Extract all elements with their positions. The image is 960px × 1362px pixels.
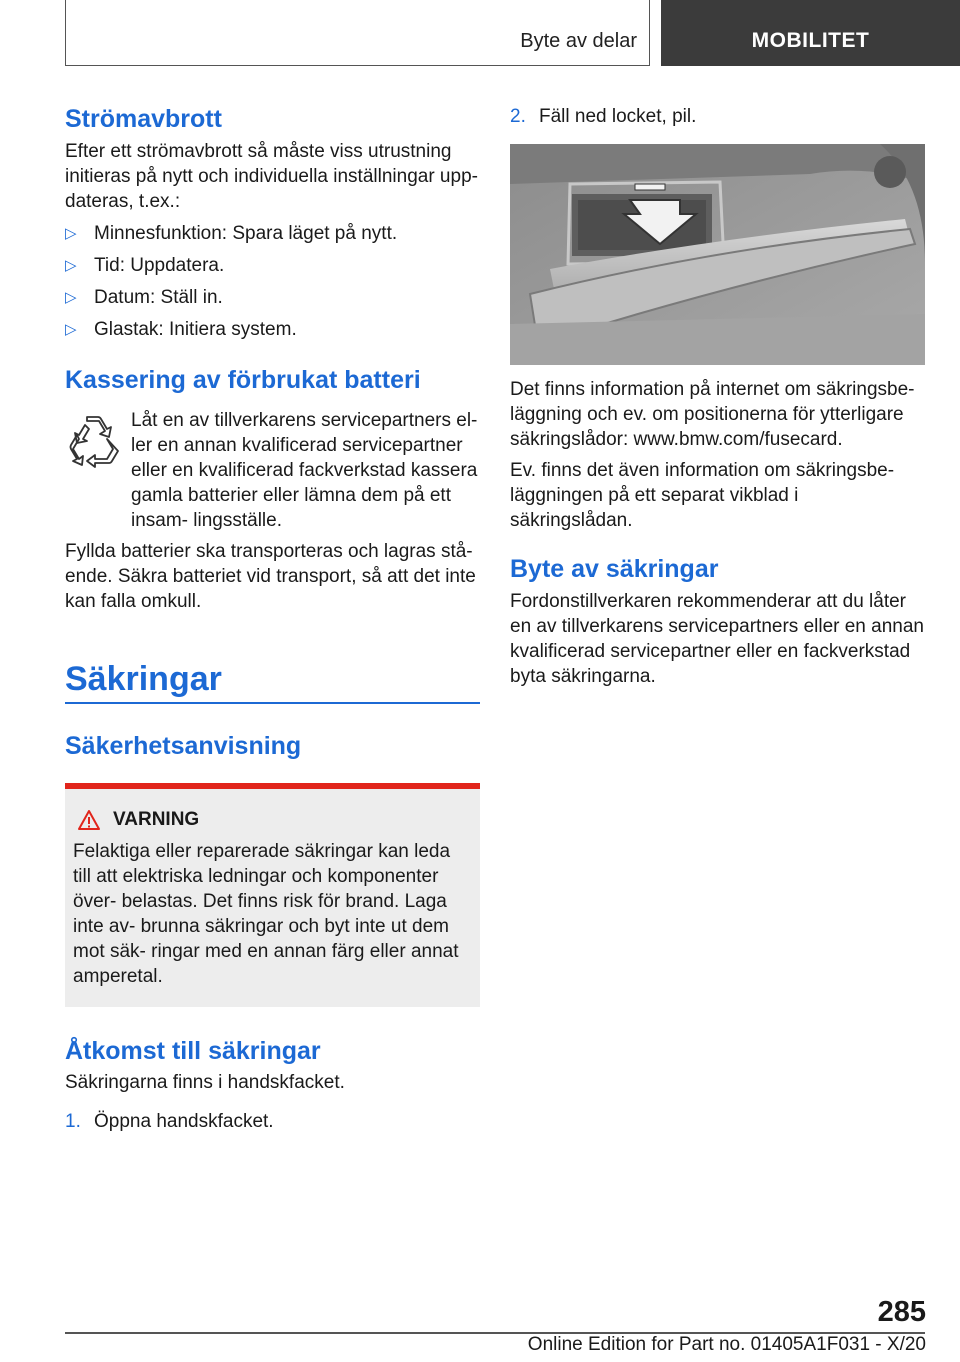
steps-list bbox=[65, 1109, 480, 1134]
page-header bbox=[0, 0, 960, 66]
heading-stromavbrott: Strömavbrott bbox=[65, 105, 222, 133]
recycling-icon bbox=[65, 413, 121, 469]
chapter-tab bbox=[661, 0, 960, 66]
kassering-block bbox=[65, 408, 480, 614]
paragraph-stromavbrott: Efter ett strömavbrott så måste viss utrustning initieras på nytt och individuella inställningar upp- dateras, t.ex.: bbox=[65, 141, 478, 212]
step-number: 1. bbox=[65, 1111, 81, 1132]
warning-label: VARNING bbox=[113, 809, 200, 830]
paragraph-atkomst: Säkringarna finns i handskfacket. bbox=[65, 1072, 345, 1093]
heading-sakerhetsanvisning: Säkerhetsanvisning bbox=[65, 732, 302, 760]
paragraph-kassering-2: Fyllda batterier ska transporteras och lagras stå- ende. Säkra batteriet vid transport, så att det inte kan falla omkull. bbox=[65, 541, 476, 612]
paragraph-vikblad: Ev. finns det även information om säkringsbe- läggningen på ett separat vikblad i säkringslådan. bbox=[510, 460, 895, 531]
triangle-right-icon: ▷ bbox=[65, 321, 77, 338]
glovebox-photo bbox=[510, 144, 925, 365]
list-item: ▷ Glastak: Initiera system. bbox=[65, 319, 297, 340]
section-title: Byte av delar bbox=[520, 30, 637, 52]
triangle-right-icon: ▷ bbox=[65, 225, 77, 242]
warning-text: Felaktiga eller reparerade säkringar kan leda till att elektriska ledningar och komponenter över- belastas. Det finns risk för brand. Laga inte av- brunna säkringar och byt inte ut dem mot säk- ringar med en annan färg eller annat amperetal. bbox=[73, 841, 459, 987]
right-column bbox=[510, 100, 925, 689]
paragraph-kassering-1: Låt en av tillverkarens servicepartners el- ler en annan kvalificerad servicepartner eller en kvalificerad fackverkstad kassera gamla batterier eller lämna dem på ett insam- lingsställe. bbox=[131, 410, 478, 531]
list-item: ▷ Datum: Ställ in. bbox=[65, 287, 223, 308]
heading-kassering: Kassering av förbrukat batteri bbox=[65, 366, 421, 394]
chapter-heading-sakringar: Säkringar bbox=[65, 660, 222, 698]
heading-atkomst: Åtkomst till säkringar bbox=[65, 1037, 321, 1065]
list-item: ▷ Tid: Uppdatera. bbox=[65, 255, 225, 276]
step-number: 2. bbox=[510, 106, 526, 127]
warning-box bbox=[65, 783, 480, 1007]
warning-title bbox=[77, 809, 472, 831]
left-column bbox=[65, 100, 480, 1134]
footer-edition: Online Edition for Part no. 01405A1F031 - X/20 bbox=[527, 1334, 926, 1355]
triangle-right-icon: ▷ bbox=[65, 257, 77, 274]
warning-triangle-icon bbox=[77, 809, 101, 831]
heading-byte-av-sakringar: Byte av säkringar bbox=[510, 555, 719, 583]
paragraph-byte: Fordonstillverkaren rekommenderar att du låter en av tillverkarens servicepartners eller en annan kvalificerad servicepartner eller en fackverkstad byta säkringarna. bbox=[510, 591, 924, 687]
chapter-title: MOBILITET bbox=[751, 29, 870, 52]
list-item: ▷ Minnesfunktion: Spara läget på nytt. bbox=[65, 223, 398, 244]
page-number: 285 bbox=[877, 1296, 926, 1328]
paragraph-fusecard: Det finns information på internet om säkringsbe- läggning och ev. om positionerna för ytterligare säkringslådor: www.bmw.com/fusecard. bbox=[510, 379, 915, 450]
section-tab bbox=[65, 0, 650, 66]
list-item: 1. Öppna handskfacket. bbox=[65, 1111, 274, 1132]
list-stromavbrott bbox=[65, 221, 480, 342]
steps-list-continued bbox=[510, 104, 925, 129]
chapter-rule bbox=[65, 702, 480, 704]
glovebox-illustration bbox=[510, 144, 925, 365]
list-item: 2. Fäll ned locket, pil. bbox=[510, 106, 697, 127]
triangle-right-icon: ▷ bbox=[65, 289, 77, 306]
